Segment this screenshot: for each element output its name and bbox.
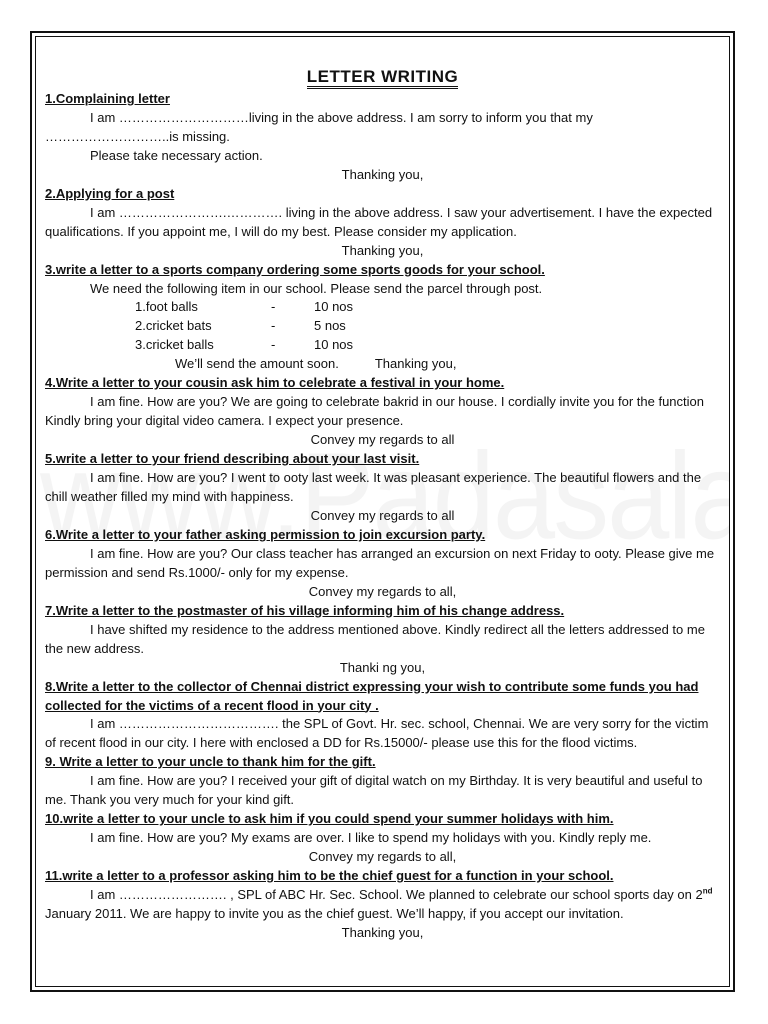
document-body xyxy=(45,64,720,943)
section-closing: Thanking you, xyxy=(341,242,424,258)
section-body: I have shifted my residence to the address mentioned above. Kindly redirect all the letters addressed to me the new address. xyxy=(45,621,705,656)
section-postmaster-address xyxy=(45,602,720,678)
section-body-part: January 2011. We are happy to invite you as the chief guest. We’ll happy, if you accept our invitation. xyxy=(45,905,624,921)
section-body: I am …………………….…………. living in the above address. I saw your advertisement. I have the expected qualifications. If you appoint me, I will do my best. Please consider my application. xyxy=(45,204,713,239)
order-item-name: 3.cricket balls xyxy=(135,337,214,353)
section-body: I am fine. How are you? I received your gift of digital watch on my Birthday. It is very beautiful and useful to me. Thank you very much for your kind gift. xyxy=(45,773,703,808)
section-complaining-letter xyxy=(45,90,720,185)
section-closing: Convey my regards to all xyxy=(310,432,455,448)
section-heading: 6.Write a letter to your father asking permission to join excursion party. xyxy=(45,526,486,542)
order-item-list xyxy=(135,298,720,355)
section-heading: 4.Write a letter to your cousin ask him to celebrate a festival in your home. xyxy=(45,375,505,391)
order-item-qty: 10 nos xyxy=(314,337,354,353)
section-heading: 10.write a letter to your uncle to ask him if you could spend your summer holidays with him. xyxy=(45,811,614,827)
section-professor-guest xyxy=(45,867,720,943)
order-item-qty: 10 nos xyxy=(314,299,354,315)
section-body: I am …………………………living in the above address. I am sorry to inform you that my ………………………..is missing. xyxy=(45,109,593,144)
section-closing: Convey my regards to all xyxy=(310,507,455,523)
section-body-closing-line xyxy=(45,355,720,374)
order-item-qty: 5 nos xyxy=(314,318,346,334)
section-applying-post xyxy=(45,185,720,261)
section-body: I am fine. How are you? We are going to celebrate bakrid in our house. I cordially invite you for the function Kindly bring your digital video camera. I expect your presence. xyxy=(45,394,704,429)
section-cousin-festival xyxy=(45,374,720,450)
page-title xyxy=(45,64,720,90)
order-item xyxy=(135,336,720,355)
section-heading: 3.write a letter to a sports company ordering some sports goods for your school. xyxy=(45,261,545,277)
order-item-dash: - xyxy=(271,299,276,315)
section-body: I am fine. How are you? My exams are over. I like to spend my holidays with you. Kindly reply me. xyxy=(90,830,652,846)
order-item-name: 2.cricket bats xyxy=(135,318,212,334)
section-closing: Thanking you, xyxy=(341,924,424,940)
section-closing: Thanking you, xyxy=(374,356,457,372)
section-closing: Thanki ng you, xyxy=(339,659,426,675)
order-item-name: 1.foot balls xyxy=(135,299,198,315)
section-body: We’ll send the amount soon. xyxy=(175,356,339,372)
section-closing: Convey my regards to all, xyxy=(308,583,457,599)
order-item xyxy=(135,298,720,317)
section-heading: 1.Complaining letter xyxy=(45,91,170,106)
section-heading: 7.Write a letter to the postmaster of his village informing him of his change address. xyxy=(45,602,565,618)
section-father-excursion xyxy=(45,526,720,602)
section-body: I am ………………………………. the SPL of Govt. Hr. sec. school, Chennai. We are very sorry for the victim of recent flood in our city. I here with enclosed a DD for Rs.15000/- please use this for the flood victims. xyxy=(45,716,709,751)
section-collector-flood xyxy=(45,678,720,754)
section-body xyxy=(45,886,720,924)
section-closing: Thanking you, xyxy=(341,166,424,182)
section-sports-order xyxy=(45,261,720,375)
section-body: I am fine. How are you? I went to ooty last week. It was pleasant experience. The beautiful flowers and the chill weather filled my mind with happiness. xyxy=(45,470,702,505)
page-title-text: LETTER WRITING xyxy=(307,67,458,89)
section-uncle-gift xyxy=(45,753,720,810)
section-body: We need the following item in our school. Please send the parcel through post. xyxy=(90,280,543,296)
order-item xyxy=(135,317,720,336)
section-heading: 8.Write a letter to the collector of Chennai district expressing your wish to contribute some funds you had collected for the victims of a recent flood in your city . xyxy=(45,678,699,713)
section-heading: 9. Write a letter to your uncle to thank him for the gift. xyxy=(45,754,376,770)
section-body-part: I am ……………………. , SPL of ABC Hr. Sec. School. We planned to celebrate our school sports day on 2 xyxy=(90,887,703,903)
section-body: Please take necessary action. xyxy=(90,147,263,163)
order-item-dash: - xyxy=(271,318,276,334)
section-heading: 11.write a letter to a professor asking him to be the chief guest for a function in your school. xyxy=(45,868,614,884)
section-uncle-holidays xyxy=(45,810,720,867)
section-heading: 2.Applying for a post xyxy=(45,185,175,201)
section-body: I am fine. How are you? Our class teacher has arranged an excursion on next Friday to ooty. Please give me permission and send Rs.1000/- only for my expense. xyxy=(45,545,715,580)
order-item-dash: - xyxy=(271,337,276,353)
section-heading: 5.write a letter to your friend describing about your last visit. xyxy=(45,451,420,467)
section-friend-visit xyxy=(45,450,720,526)
ordinal-suffix: nd xyxy=(702,886,713,896)
section-closing: Convey my regards to all, xyxy=(308,849,457,865)
